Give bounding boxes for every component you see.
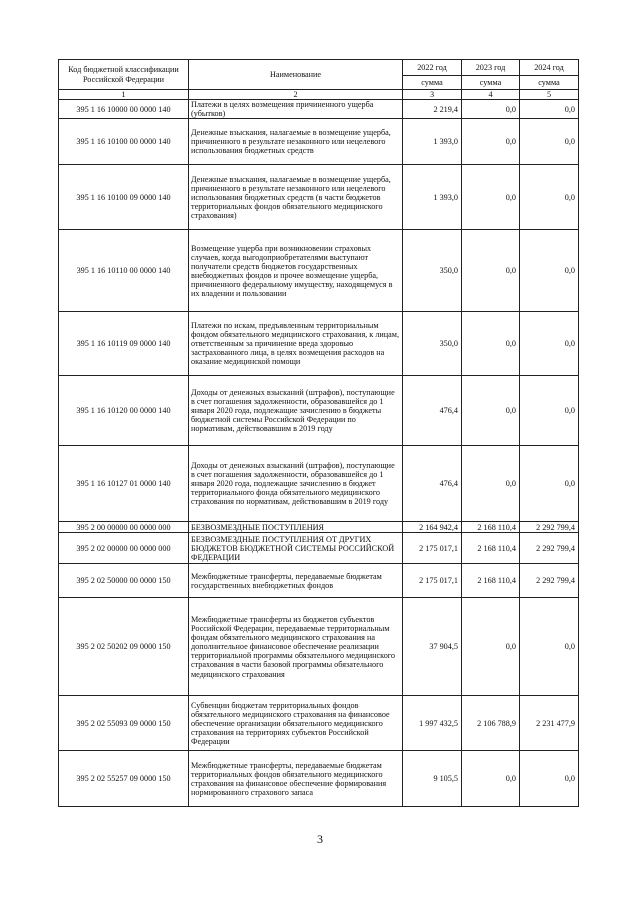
header-name: Наименование [189, 60, 403, 90]
row-code: 395 1 16 10000 00 0000 140 [59, 100, 189, 119]
row-code: 395 2 02 50000 00 0000 150 [59, 564, 189, 598]
row-code: 395 1 16 10100 09 0000 140 [59, 165, 189, 230]
table-row [59, 165, 579, 230]
table-row [59, 312, 579, 376]
budget-table [58, 59, 579, 807]
row-value-2023: 0,0 [462, 165, 520, 230]
row-value-2023: 0,0 [462, 230, 520, 312]
row-code: 395 2 02 55257 09 0000 150 [59, 751, 189, 807]
header-sum: сумма [403, 76, 462, 90]
row-value-2022: 350,0 [403, 230, 462, 312]
row-value-2024: 0,0 [520, 230, 579, 312]
table-row [59, 696, 579, 751]
row-code: 395 2 00 00000 00 0000 000 [59, 522, 189, 533]
header-year-2022: 2022 год [403, 60, 462, 76]
row-value-2023: 2 168 110,4 [462, 564, 520, 598]
row-value-2023: 0,0 [462, 376, 520, 446]
row-value-2022: 2 164 942,4 [403, 522, 462, 533]
row-value-2022: 2 175 017,1 [403, 533, 462, 564]
column-index: 2 [189, 90, 403, 100]
row-value-2023: 0,0 [462, 100, 520, 119]
row-value-2023: 2 168 110,4 [462, 533, 520, 564]
row-value-2024: 0,0 [520, 119, 579, 165]
row-value-2024: 0,0 [520, 312, 579, 376]
row-value-2022: 37 904,5 [403, 598, 462, 696]
row-code: 395 1 16 10119 09 0000 140 [59, 312, 189, 376]
column-index: 1 [59, 90, 189, 100]
page-number: 3 [317, 832, 323, 846]
header-sum: сумма [520, 76, 579, 90]
row-value-2022: 350,0 [403, 312, 462, 376]
row-value-2023: 2 106 788,9 [462, 696, 520, 751]
row-name: БЕЗВОЗМЕЗДНЫЕ ПОСТУПЛЕНИЯ [189, 522, 403, 533]
table-row [59, 119, 579, 165]
row-value-2024: 2 231 477,9 [520, 696, 579, 751]
row-value-2022: 1 997 432,5 [403, 696, 462, 751]
table-row [59, 446, 579, 522]
row-name: Доходы от денежных взысканий (штрафов), поступающие в счет погашения задолженности, образовавшейся до 1 января 2020 года, подлежащие зачислению в бюджеты бюджетной системы Российской Федерации по нормативам, действовавшим в 2019 году [189, 376, 403, 446]
row-value-2024: 0,0 [520, 598, 579, 696]
table-row [59, 751, 579, 807]
row-value-2024: 0,0 [520, 376, 579, 446]
row-code: 395 1 16 10127 01 0000 140 [59, 446, 189, 522]
row-name: БЕЗВОЗМЕЗДНЫЕ ПОСТУПЛЕНИЯ ОТ ДРУГИХ БЮДЖЕТОВ БЮДЖЕТНОЙ СИСТЕМЫ РОССИЙСКОЙ ФЕДЕРАЦИИ [189, 533, 403, 564]
row-value-2023: 0,0 [462, 312, 520, 376]
row-name: Денежные взыскания, налагаемые в возмещение ущерба, причиненного в результате незаконного или нецелевого использования бюджетных средств (в части бюджетов территориальных фондов обязательного медицинского страхования) [189, 165, 403, 230]
table-row [59, 598, 579, 696]
row-value-2024: 0,0 [520, 751, 579, 807]
table-row [59, 522, 579, 533]
row-code: 395 1 16 10100 00 0000 140 [59, 119, 189, 165]
row-name: Доходы от денежных взысканий (штрафов), поступающие в счет погашения задолженности, образовавшейся до 1 января 2020 года, подлежащие зачислению в бюджет территориального фонда обязательного медицинского страхования по нормативам, действовавшим в 2019 году [189, 446, 403, 522]
row-name: Возмещение ущерба при возникновении страховых случаев, когда выгодоприобретателями выступают получатели средств бюджетов государственных внебюджетных фондов и прочее возмещение ущерба, причиненного федеральному имуществу, находящемуся в их владении и пользовании [189, 230, 403, 312]
row-code: 395 2 02 50202 09 0000 150 [59, 598, 189, 696]
row-code: 395 2 02 00000 00 0000 000 [59, 533, 189, 564]
header-sum: сумма [462, 76, 520, 90]
column-index: 4 [462, 90, 520, 100]
row-value-2023: 2 168 110,4 [462, 522, 520, 533]
row-value-2023: 0,0 [462, 446, 520, 522]
header-year-2023: 2023 год [462, 60, 520, 76]
row-value-2024: 0,0 [520, 100, 579, 119]
column-index: 5 [520, 90, 579, 100]
row-code: 395 1 16 10110 00 0000 140 [59, 230, 189, 312]
row-value-2024: 0,0 [520, 165, 579, 230]
table-row [59, 100, 579, 119]
row-value-2022: 2 219,4 [403, 100, 462, 119]
row-value-2022: 476,4 [403, 446, 462, 522]
row-value-2023: 0,0 [462, 598, 520, 696]
row-value-2022: 9 105,5 [403, 751, 462, 807]
row-name: Межбюджетные трансферты, передаваемые бюджетам территориальных фондов обязательного медицинского страхования на финансовое обеспечение формирования нормированного страхового запаса [189, 751, 403, 807]
header-code: Код бюджетной классификации Российской Федерации [59, 60, 189, 90]
row-value-2022: 1 393,0 [403, 119, 462, 165]
row-name: Платежи в целях возмещения причиненного ущерба (убытков) [189, 100, 403, 119]
row-code: 395 1 16 10120 00 0000 140 [59, 376, 189, 446]
row-name: Денежные взыскания, налагаемые в возмещение ущерба, причиненного в результате незаконного или нецелевого использования бюджетных средств [189, 119, 403, 165]
row-value-2024: 2 292 799,4 [520, 522, 579, 533]
row-code: 395 2 02 55093 09 0000 150 [59, 696, 189, 751]
row-name: Межбюджетные трансферты, передаваемые бюджетам государственных внебюджетных фондов [189, 564, 403, 598]
row-value-2022: 2 175 017,1 [403, 564, 462, 598]
row-value-2022: 1 393,0 [403, 165, 462, 230]
table-row [59, 230, 579, 312]
row-name: Субвенции бюджетам территориальных фондов обязательного медицинского страхования на финансовое обеспечение организации обязательного медицинского страхования на территориях субъектов Российской Федерации [189, 696, 403, 751]
row-value-2024: 0,0 [520, 446, 579, 522]
row-name: Межбюджетные трансферты из бюджетов субъектов Российской Федерации, передаваемые территориальным фондам обязательного медицинского страхования на дополнительное финансовое обеспечение реализации территориальной программы обязательного медицинского страхования в части базовой программы обязательного медицинского страхования [189, 598, 403, 696]
row-name: Платежи по искам, предъявленным территориальным фондом обязательного медицинского страхования, к лицам, ответственным за причинение вреда здоровью застрахованного лица, в целях возмещения расходов на оказание медицинской помощи [189, 312, 403, 376]
column-index: 3 [403, 90, 462, 100]
row-value-2022: 476,4 [403, 376, 462, 446]
table-row [59, 564, 579, 598]
row-value-2024: 2 292 799,4 [520, 533, 579, 564]
row-value-2023: 0,0 [462, 119, 520, 165]
table-row [59, 376, 579, 446]
table-row [59, 533, 579, 564]
row-value-2024: 2 292 799,4 [520, 564, 579, 598]
row-value-2023: 0,0 [462, 751, 520, 807]
header-year-2024: 2024 год [520, 60, 579, 76]
